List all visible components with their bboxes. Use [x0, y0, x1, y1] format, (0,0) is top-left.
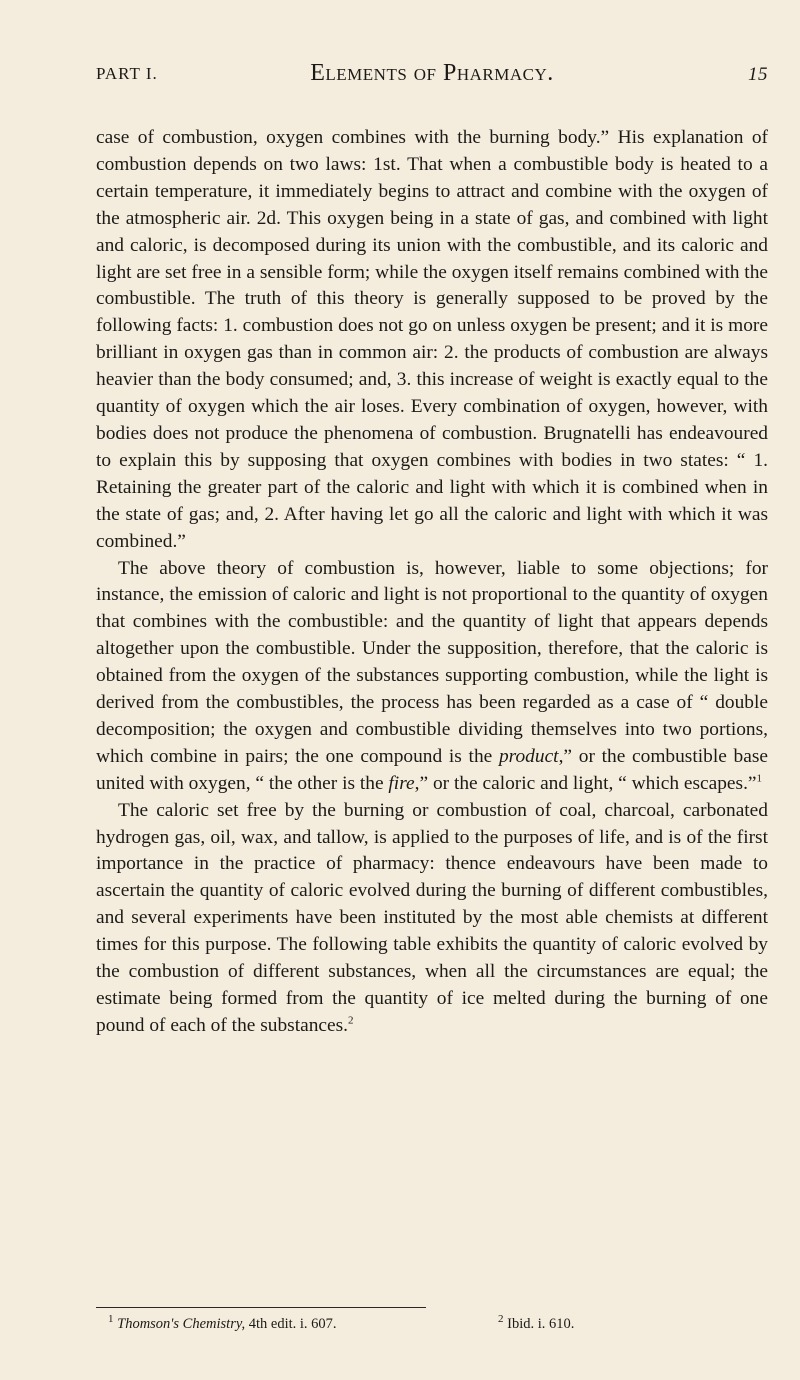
italic-text: product: [498, 745, 559, 767]
footnote-1-mark: 1: [108, 1313, 114, 1326]
part-label: PART I.: [96, 64, 158, 83]
footnote-2-mark: 2: [498, 1313, 504, 1326]
text-run: case of combustion, oxygen combines with the burning body.” His explanation of combustion depends on two laws: 1st. That when a combustible body is heated to a certain temperature, it immediately begins to attract and combine with the oxygen of the atmospheric air. 2d. This oxygen being in a state of gas, and combined with light and caloric, is decomposed during its union with the combustible, and its caloric and light are set free in a sensible form; while the oxygen itself remains combined with the combustible. The truth of this theory is generally supposed to be proved by the following facts: 1. combustion does not go on unless oxygen be present; and it is more brilliant in oxygen gas than in common air: 2. the products of combustion are always heavier than the body consumed; and, 3. this increase of weight is exactly equal to the quantity of oxygen which the air loses. Every combination of oxygen, however, with bodies does not produce the phenomena of combustion. Brugnatelli has endeavoured to explain this by supposing that oxygen combines with bodies in two states: “ 1. Retaining the greater part of the caloric and light with which it is combined when in the state of gas; and, 2. After having let go all the caloric and light with which it was combined.”: [96, 127, 768, 552]
text-run: The caloric set free by the burning or combustion of coal, charcoal, carbonated hydrogen gas, oil, wax, and tallow, is applied to the purposes of life, and is of the first importance in the practice of pharmacy: thence endeavours have been made to ascertain the quantity of caloric evolved during the burning of different combustibles, and several experiments have been instituted by the most able chemists at different times for this purpose. The following table exhibits the quantity of caloric evolved by the combustion of different substances, when all the circumstances are equal; the estimate being formed from the quantity of ice melted during the burning of one pound of each of the substances.: [96, 799, 768, 1036]
footnote-1-title: Thomson's Chemistry,: [117, 1316, 246, 1332]
footnote-2-text: Ibid. i. 610.: [503, 1316, 575, 1332]
paragraph: [96, 798, 768, 1040]
footnote-rule: [96, 1307, 426, 1308]
italic-text: fire: [388, 772, 415, 794]
footnote-ref: 2: [348, 1014, 354, 1027]
chapter-title: Elements of Pharmacy.: [310, 60, 554, 86]
footnote-ref: 1: [756, 772, 763, 785]
running-head: [96, 60, 768, 94]
footnote-1: [108, 1314, 337, 1334]
body-text: [96, 125, 768, 1040]
page-number: 15: [748, 64, 768, 85]
text-run: The above theory of combustion is, however, liable to some objections; for instance, the emission of caloric and light is not proportional to the quantity of oxygen that combines with the combustible: and the quantity of light that appears depends altogether upon the combustible. Under the supposition, therefore, that the caloric is obtained from the oxygen of the substances supporting combustion, while the light is derived from the combustibles, the process has been regarded as a case of “ double decomposition; the oxygen and combustible dividing themselves into two portions, which combine in pairs; the one compound is the: [96, 557, 768, 767]
text-run: ,” or the caloric and light, “ which escapes.”: [414, 772, 757, 794]
paragraph: [96, 556, 768, 798]
footnote-1-text: 4th edit. i. 607.: [245, 1316, 337, 1332]
footnote-2: [498, 1314, 574, 1334]
paragraph: [96, 125, 768, 556]
text-run: ,” or the combustible base united with oxygen, “ the other is the: [96, 745, 768, 794]
